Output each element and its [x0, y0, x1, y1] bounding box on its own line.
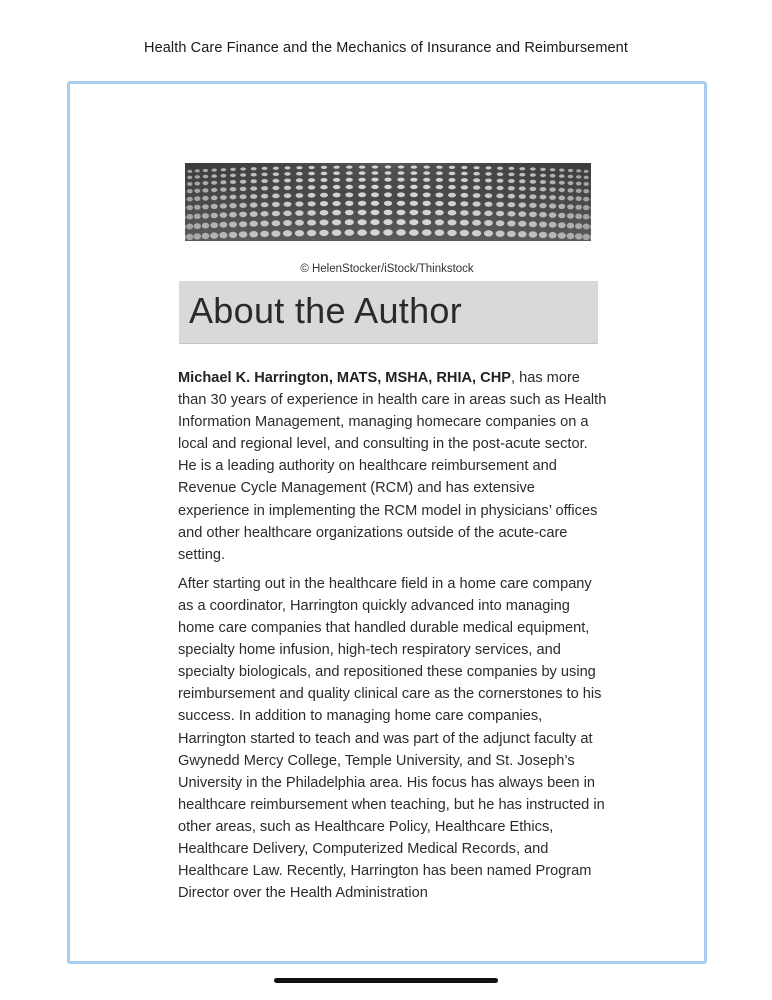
bio-paragraph-2: After starting out in the healthcare field in a home care company as a coordinator, Harrington quickly advanced into managing home care companies that handled durable medical equipment, specialty home infusion, high-tech respiratory services, and specialty biologicals, and repositioned these companies by using reimbursement and quality clinical care as the cornerstones to his success. In addition to managing home care companies, Harrington started to teach and was part of the adjunct faculty at Gwynedd Mercy College, Temple University, and St. Joseph’s University in the Philadelphia area. His focus has always been in healthcare reimbursement when teaching, but he has instructed in other areas, such as Healthcare Policy, Healthcare Ethics, Healthcare Delivery, Computerized Medical Records, and Healthcare Law. Recently, Harrington has been named Program Director over the Health Administration — [178, 575, 605, 902]
dotted-sphere-graphic — [185, 163, 591, 241]
author-bio — [178, 367, 608, 911]
section-heading-box — [179, 281, 598, 344]
section-heading: About the Author — [189, 290, 463, 331]
image-credit: © HelenStocker/iStock/Thinkstock — [300, 263, 474, 275]
bio-paragraph-1-text: , has more than 30 years of experience in health care in areas such as Health Information Management, managing homecare companies on a local and regional level, and consulting in the post-acute sector. He is a leading authority on healthcare reimbursement and Revenue Cycle Management (RCM) and has extensive experience in implementing the RCM model in physicians’ offices and other healthcare organizations outside of the acute-care setting. — [178, 370, 607, 563]
home-indicator[interactable] — [274, 978, 498, 983]
bio-paragraph-1 — [178, 367, 608, 566]
author-name: Michael K. Harrington, MATS, MSHA, RHIA, CHP — [178, 370, 511, 386]
book-title: Health Care Finance and the Mechanics of Insurance and Reimbursement — [144, 40, 628, 56]
page-frame[interactable] — [67, 81, 707, 964]
banner-image — [185, 163, 591, 241]
